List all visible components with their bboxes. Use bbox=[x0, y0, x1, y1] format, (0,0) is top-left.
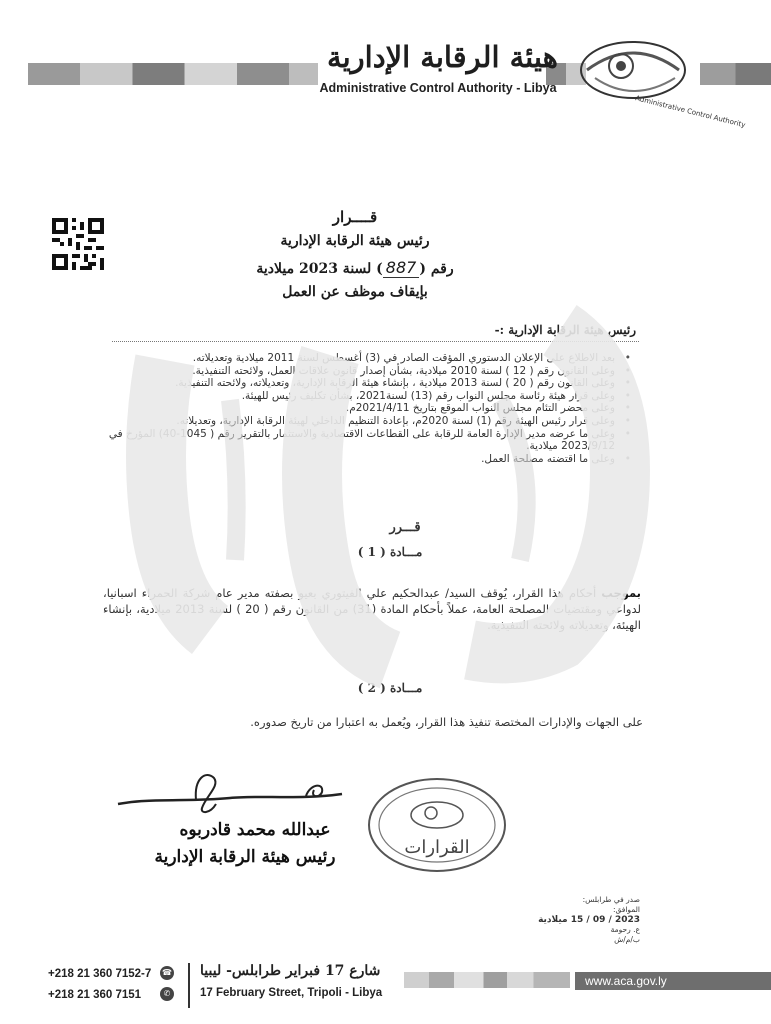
footer-address-arabic: شارع 17 فبراير طرابلس- ليبيا bbox=[200, 963, 381, 979]
divider bbox=[112, 341, 639, 342]
list-item: • بعد الاطلاع على الإعلان الدستوري المؤقت الصادر في (3) أغسطس لسنة 2011 ميلادية وتعديلاته. bbox=[100, 352, 625, 365]
issue-date: 2023 / 09 / 15 ميلادية bbox=[538, 915, 640, 925]
signatory-name: عبدالله محمد قادربوه bbox=[179, 820, 331, 840]
corresponding-label: الموافق: bbox=[612, 905, 640, 914]
article-1-heading: مـــادة ( 1 ) bbox=[357, 545, 423, 559]
stamp-label: القرارات bbox=[404, 837, 470, 858]
list-item: • وعلى ما عرضه مدير الإدارة العامة للرقابة على القطاعات الاقتصادية والاستثمار بالتقرير رقم ( 1045-40) المؤرخ في 2023/9/12 ميلادية. bbox=[100, 428, 625, 453]
footer-decorative-bar bbox=[404, 972, 570, 988]
org-name-arabic: هيئة الرقابة الإدارية bbox=[327, 40, 558, 74]
footer-phone-1: +218 21 360 7152-7 bbox=[48, 968, 152, 980]
phone-icon: ☎ bbox=[160, 966, 174, 980]
issue-info bbox=[460, 895, 640, 945]
decision-number-suffix: ) لسنة 2023 ميلادية bbox=[256, 261, 383, 277]
decision-number-prefix: رقم ( bbox=[419, 261, 454, 277]
decision-title: قــــرار bbox=[332, 208, 378, 226]
decision-number-line bbox=[200, 258, 510, 277]
list-item: • وعلى قرار هيئة رئاسة مجلس النواب رقم (13) لسنة2021، بشأن تكليف رئيس للهيئة. bbox=[100, 390, 625, 403]
issued-in-label: صدر في طرابلس: bbox=[582, 895, 640, 904]
signatory-title: رئيس هيئة الرقابة الإدارية bbox=[154, 847, 336, 867]
footer-address-english: 17 February Street, Tripoli - Libya bbox=[200, 987, 383, 999]
footer-phone-2: +218 21 360 7151 bbox=[48, 989, 142, 1001]
recitals-list bbox=[100, 352, 643, 465]
list-item: • وعلى القانون رقم ( 20 ) لسنة 2013 ميلادية ، بإنشاء هيئة الرقابة الإدارية، وتعديلاته، ولائحته التنفيذية. bbox=[100, 377, 625, 390]
header-decorative-bar-far bbox=[700, 63, 771, 85]
article-2-text: على الجهات والإدارات المختصة تنفيذ هذا القرار، ويُعمل به اعتبارا من تاريخ صدوره. bbox=[250, 715, 643, 729]
reference-2: ب/م/ش bbox=[614, 935, 640, 944]
list-item: • وعلى محضر التئام مجلس النواب الموقع بتاريخ 2021/4/11م. bbox=[100, 402, 625, 415]
org-name-english: Administrative Control Authority - Libya bbox=[319, 81, 557, 95]
reference-1: ع. رحومة bbox=[610, 925, 640, 934]
svg-text:Administrative Control Authori: Administrative Control Authority bbox=[634, 94, 747, 130]
recitals-heading: رئيس هيئة الرقابة الإدارية :- bbox=[494, 323, 636, 337]
article-2-heading: مـــادة ( 2 ) bbox=[357, 681, 423, 695]
header-decorative-bar bbox=[28, 63, 318, 85]
article-1-text bbox=[103, 585, 641, 633]
article-1-body: أحكام هذا القرار، يُوقف السيد/ عبدالحكيم علي الفيتوري بعيو بصفته مدير عام شركة الحمراء اسبانيا، لدواعي ومقتضيات المصلحة العامة، عملاً بأحكام المادة (31) من القانون رقم ( 20 ) لسنة 2013 ميلادية، بإنشاء الهيئة، وتعديلاته ولائحته التنفيذية. bbox=[103, 586, 642, 632]
article-1-lead: بموجب bbox=[601, 586, 641, 600]
official-stamp bbox=[365, 775, 510, 875]
qr-code bbox=[52, 218, 104, 270]
list-item: • وعلى قرار رئيس الهيئة رقم (1) لسنة 2020م، بإعادة التنظيم الداخلي لهيئة الرقابة الإدارية، وتعديلاته. bbox=[100, 415, 625, 428]
decided-heading: قـــرر bbox=[389, 520, 421, 535]
list-item: • وعلى القانون رقم ( 12 ) لسنة 2010 ميلادية، بشأن إصدار قانون علاقات العمل، ولائحته التنفيذية. bbox=[100, 365, 625, 378]
handwritten-signature bbox=[110, 768, 350, 818]
authority-logo bbox=[575, 38, 747, 130]
footer-divider bbox=[188, 963, 190, 1008]
list-item: • وعلى ما اقتضته مصلحة العمل. bbox=[100, 453, 625, 466]
footer-website: www.aca.gov.ly bbox=[575, 972, 771, 990]
decision-subject: بإيقاف موظف عن العمل bbox=[282, 284, 428, 300]
decision-issuer: رئيس هيئة الرقابة الإدارية bbox=[280, 233, 430, 249]
fax-icon: ✆ bbox=[160, 987, 174, 1001]
decision-number: 887 bbox=[383, 258, 420, 278]
